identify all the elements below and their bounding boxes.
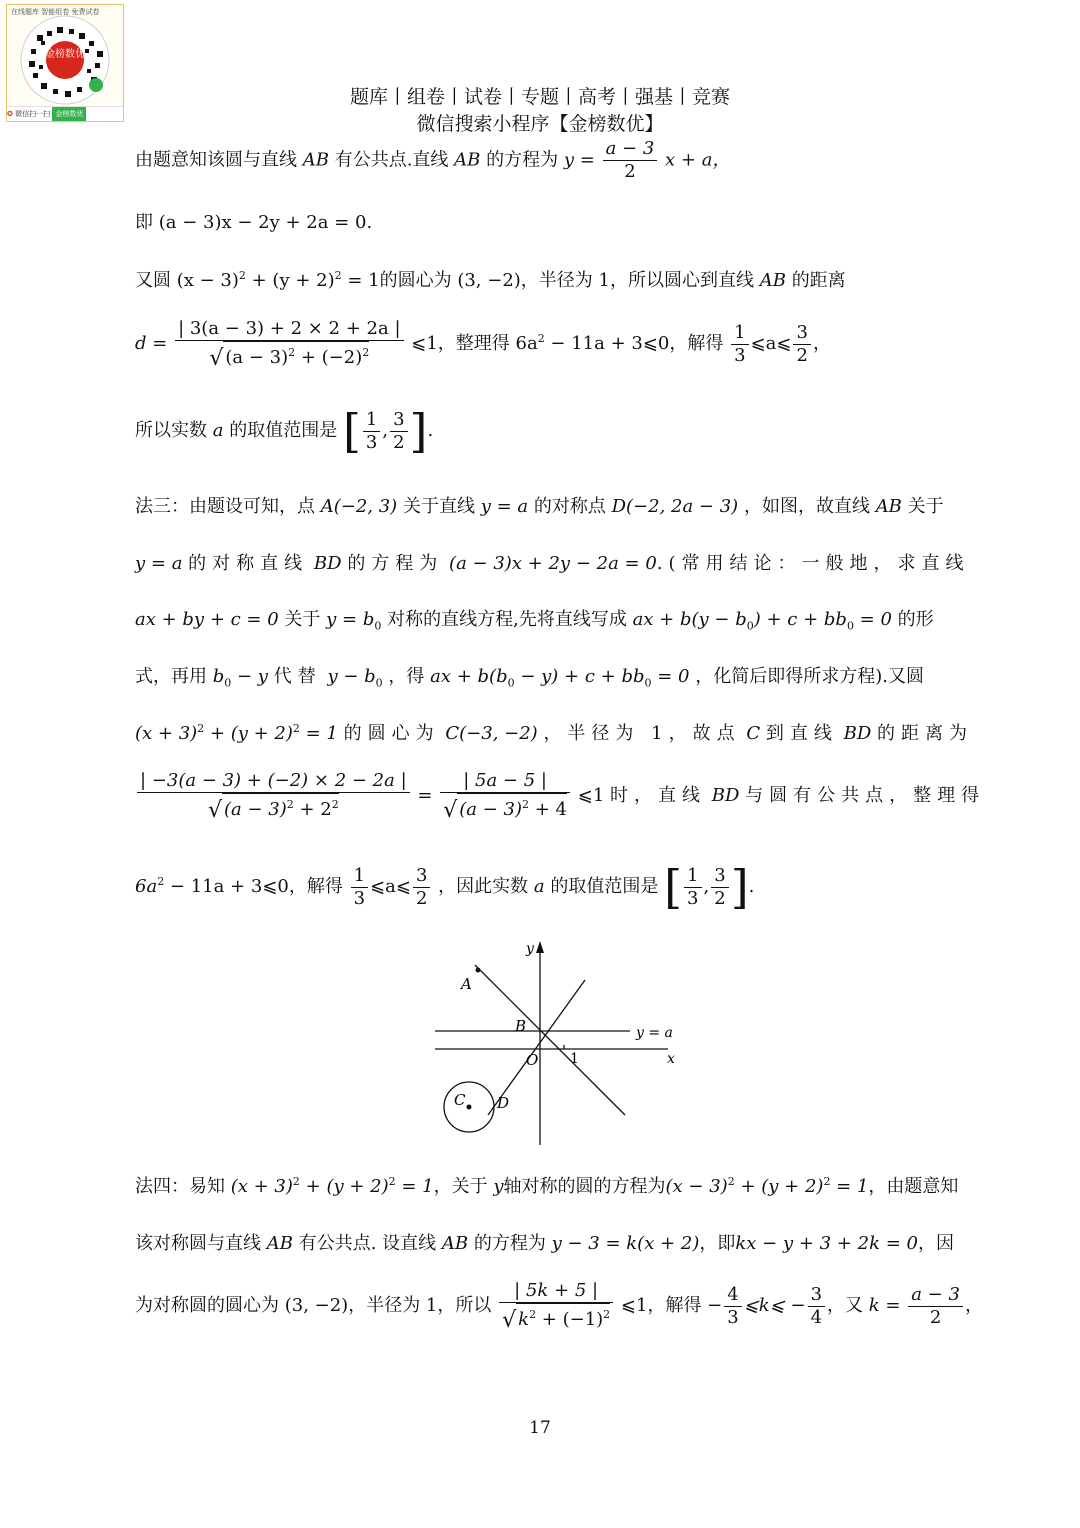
- fraction-denominator: [440, 793, 570, 822]
- fraction: [684, 865, 701, 910]
- text: 的方程为: [473, 1233, 546, 1254]
- line-AB: [475, 965, 625, 1115]
- text: 的取值范围是: [550, 876, 659, 897]
- line-7: [135, 549, 970, 575]
- text: 的距离为: [877, 723, 974, 744]
- math: + (y + 2): [204, 723, 293, 744]
- label-A: A: [461, 975, 472, 993]
- math: (a − 3): [223, 799, 287, 820]
- math: (x + 3): [230, 1176, 293, 1197]
- text: 有公共点. 设直线: [298, 1233, 437, 1254]
- left-bracket: [: [342, 404, 361, 458]
- math: D(−2, 2a − 3): [611, 496, 739, 517]
- math: y = a: [480, 496, 529, 517]
- math: ax + b(y − b: [632, 609, 747, 630]
- text: 法四：易知: [135, 1176, 225, 1197]
- math: + (y + 2): [734, 1176, 824, 1197]
- fraction: [351, 865, 368, 910]
- math: AB: [302, 149, 329, 171]
- text: ，又: [827, 1295, 864, 1316]
- math: 又圆 (x − 3): [135, 270, 239, 291]
- right-bracket: ]: [730, 860, 749, 914]
- text: .: [427, 420, 434, 441]
- math: − y) + c + bb: [514, 666, 645, 687]
- math: ⩽1，整理得 6a: [411, 333, 538, 354]
- math: y =: [563, 149, 595, 171]
- math: (x − 3): [665, 1176, 728, 1197]
- math: + (−2): [295, 347, 363, 368]
- text: = 1的圆心为 (3, −2)，半径为 1，所以圆心到直线: [341, 270, 754, 291]
- fraction-numerator: 1: [731, 322, 748, 345]
- line-13: [135, 1172, 959, 1198]
- text: 所以实数: [135, 420, 207, 441]
- line-11: [135, 770, 986, 823]
- line-9: [135, 662, 950, 690]
- text: 关于: [284, 609, 321, 630]
- text: 的对称直线: [188, 553, 309, 574]
- exponent: 2: [603, 1308, 611, 1321]
- text: ，化简后即得所求方程).又圆: [695, 666, 924, 687]
- math: + (−1): [536, 1309, 604, 1330]
- fraction-denominator: 2: [929, 1306, 942, 1328]
- header-subtitle: 微信搜索小程序【金榜数优】: [416, 113, 664, 135]
- fraction: [808, 1284, 825, 1329]
- fraction: [908, 1284, 963, 1329]
- equation: 即 (a − 3)x − 2y + 2a = 0.: [135, 212, 373, 233]
- fraction-denominator: 3: [365, 431, 378, 453]
- subscript: 0: [375, 676, 383, 690]
- exponent: 2: [292, 1175, 300, 1188]
- math: AB: [454, 149, 481, 171]
- fraction-denominator: 4: [810, 1306, 823, 1328]
- math: =: [417, 785, 433, 806]
- exponent: 2: [522, 798, 530, 811]
- fraction-numerator: 3: [413, 865, 430, 888]
- line-5: 所以实数 a 的取值范围是 [ $\frac{1}{3}$ , $\frac{3}{2}$ ].: [135, 404, 434, 458]
- text: 为对称圆的圆心为 (3, −2)，半径为 1，所以: [135, 1295, 492, 1316]
- fraction-numerator: 3: [711, 865, 728, 888]
- exponent: 2: [727, 1175, 735, 1188]
- line-12: $6a^2 - 11a$ + 3⩽0，解得 $\frac{1}{3}$ ⩽a⩽ $\frac{3}{2}$ ，因此实数 a 的取值范围是 [ $\frac{1}{3}$ , $\frac{3}{2}$ ].: [135, 860, 755, 914]
- math: ⩽k⩽ −: [743, 1295, 806, 1316]
- math: + (y + 2): [245, 270, 335, 291]
- line-14: [135, 1229, 954, 1255]
- math: y − b: [327, 666, 376, 687]
- math: C(−3, −2): [445, 723, 538, 744]
- math: y: [493, 1176, 504, 1197]
- label-one: 1: [570, 1051, 579, 1067]
- math: A(−2, 3): [320, 496, 398, 517]
- exponent: 2: [823, 1175, 831, 1188]
- math: kx − y + 3 + 2k = 0: [735, 1233, 918, 1254]
- math: AB: [441, 1233, 469, 1254]
- right-bracket: ]: [409, 404, 428, 458]
- math: AB: [759, 270, 786, 291]
- page-number: 17: [529, 1418, 551, 1438]
- exponent: 2: [238, 269, 246, 282]
- math: = 1: [395, 1176, 434, 1197]
- fraction-denominator: [137, 793, 410, 822]
- math: BD: [313, 553, 342, 574]
- text: .(常用结论：一般地，求直线: [656, 553, 970, 574]
- fraction: [413, 865, 430, 910]
- math: y = a: [135, 553, 183, 574]
- radical-icon: √: [209, 346, 224, 371]
- label-B: B: [515, 1017, 527, 1035]
- fraction-numerator: 1: [351, 865, 368, 888]
- fraction: [363, 409, 380, 454]
- fraction-denominator: [499, 1303, 613, 1332]
- math: − y: [231, 666, 268, 687]
- label-y-equals-a: y = a: [636, 1025, 673, 1041]
- line-2: [135, 208, 950, 234]
- text: ，因此实数: [438, 876, 529, 897]
- fraction-numerator: 3: [793, 322, 810, 345]
- math: ) + c + bb: [753, 609, 847, 630]
- label-y: y: [526, 941, 534, 957]
- math: (a − 3): [225, 347, 289, 368]
- fraction-numerator: | 5k + 5 |: [499, 1280, 613, 1303]
- text: 的距离: [791, 270, 846, 291]
- text: − 11a + 3⩽0，解得: [164, 876, 343, 897]
- fraction: [731, 322, 748, 367]
- qr-banner-right: 金榜数优: [52, 107, 86, 121]
- label-D: D: [497, 1094, 510, 1112]
- fraction-numerator: a − 3: [908, 1284, 963, 1307]
- qr-arc-text: 在线题库 智能组卷 免费试卷: [11, 8, 100, 16]
- text: ，得: [388, 666, 425, 687]
- exponent: 2: [388, 1175, 396, 1188]
- fraction-denominator: 3: [353, 887, 366, 909]
- qr-banner-left: 微信扫一扫: [15, 110, 51, 118]
- fraction: [724, 1284, 741, 1329]
- text: 对称的直线方程,先将直线写成: [387, 609, 627, 630]
- text: ，如图，故直线: [743, 496, 870, 517]
- fraction-denominator: 3: [727, 1306, 739, 1328]
- exponent: 2: [292, 722, 300, 735]
- text: 式，再用: [135, 666, 207, 687]
- subscript: 0: [644, 676, 652, 690]
- fraction-numerator: 3: [390, 409, 407, 432]
- point-C: [467, 1105, 472, 1110]
- math: d =: [135, 333, 168, 354]
- text: ，关于: [433, 1176, 488, 1197]
- label-x: x: [667, 1051, 675, 1067]
- math: ⩽1: [577, 785, 605, 806]
- math: BD: [711, 785, 740, 806]
- fraction-numerator: a − 3: [603, 138, 658, 161]
- math: a: [212, 420, 224, 441]
- fraction-numerator: 3: [808, 1284, 825, 1307]
- math: b: [212, 666, 225, 687]
- text: 代替: [273, 666, 322, 687]
- text: 法三：由题设可知，点: [135, 496, 315, 517]
- fraction-denominator: 2: [624, 161, 636, 182]
- text: 时，直线: [610, 785, 707, 806]
- subscript: 0: [507, 676, 515, 690]
- exponent: 2: [334, 269, 342, 282]
- math: BD: [843, 723, 872, 744]
- text: 的对称点: [533, 496, 606, 517]
- math: (a − 3): [459, 799, 523, 820]
- text: 有公共点.直线: [334, 149, 449, 171]
- math: + 4: [529, 799, 567, 820]
- math: AB: [266, 1233, 293, 1254]
- fraction-numerator: 1: [363, 409, 380, 432]
- fraction: [390, 409, 407, 454]
- text: ，: [964, 1295, 983, 1316]
- text: 由题意知该圆与直线: [135, 149, 297, 171]
- text: 关于: [907, 496, 944, 517]
- text: ，因: [917, 1233, 954, 1254]
- text: 的取值范围是: [229, 420, 338, 441]
- exponent: 2: [286, 798, 294, 811]
- text: ，: [812, 333, 831, 354]
- line-15: [135, 1280, 983, 1333]
- exponent: 2: [537, 332, 545, 345]
- fraction-numerator: | 3(a − 3) + 2 × 2 + 2a |: [175, 318, 403, 341]
- subscript: 0: [846, 619, 854, 633]
- text: 的方程为: [486, 149, 559, 171]
- line-6: [135, 492, 950, 518]
- fraction-denominator: [175, 341, 403, 370]
- text: 到直线: [765, 723, 838, 744]
- text: .: [748, 876, 755, 897]
- math: y − 3 = k(x + 2): [551, 1233, 700, 1254]
- subscript: 0: [224, 676, 232, 690]
- fraction-denominator: 3: [734, 344, 746, 366]
- line-3: [135, 266, 950, 292]
- fraction: [793, 322, 810, 367]
- fraction: [499, 1280, 613, 1332]
- fraction-denominator: 2: [714, 887, 726, 909]
- fraction-numerator: | −3(a − 3) + (−2) × 2 − 2a |: [137, 770, 410, 793]
- text: 轴对称的圆的方程为: [503, 1176, 666, 1197]
- fraction: [137, 770, 410, 822]
- math: = 0: [853, 609, 892, 630]
- exponent: 2: [197, 722, 205, 735]
- fraction: [603, 138, 658, 183]
- fraction: [440, 770, 570, 822]
- star-icon: ✪: [7, 110, 13, 118]
- text: ，半径为 1，故点: [543, 723, 741, 744]
- math: = 1: [299, 723, 338, 744]
- fraction-denominator: 3: [687, 887, 699, 909]
- label-C: C: [454, 1091, 466, 1109]
- line-8: [135, 605, 950, 633]
- line-4: [135, 318, 950, 370]
- exponent: 2: [331, 798, 339, 811]
- math: (x + 3): [135, 723, 198, 744]
- line-10: [135, 719, 974, 745]
- math: + 2: [293, 799, 332, 820]
- math: x + a，: [665, 149, 731, 171]
- subscript: 0: [374, 619, 382, 633]
- distance-fraction: [175, 318, 403, 370]
- label-O: O: [526, 1051, 539, 1069]
- qr-center-text-top: 金榜数优: [45, 49, 85, 60]
- text: ，即: [699, 1233, 736, 1254]
- line-1: [135, 138, 950, 183]
- text: 与圆有公共点，整理得: [745, 785, 986, 806]
- math: k =: [868, 1295, 901, 1316]
- math: ⩽a⩽: [750, 333, 792, 354]
- subscript: 0: [746, 619, 754, 633]
- math: k: [518, 1309, 530, 1330]
- text: ，由题意知: [868, 1176, 959, 1197]
- text: ⩽1，解得 −: [620, 1295, 723, 1316]
- fraction-numerator: 1: [684, 865, 701, 888]
- math: ax + by + c = 0: [135, 609, 279, 630]
- header-nav: 题库丨组卷丨试卷丨专题丨高考丨强基丨竞赛: [349, 86, 730, 108]
- radical-icon: √: [502, 1308, 517, 1333]
- math: y = b: [326, 609, 375, 630]
- fraction: [711, 865, 728, 910]
- y-axis-arrow-icon: [536, 941, 544, 953]
- text: 的方程为: [347, 553, 444, 574]
- fraction-numerator: 4: [724, 1284, 741, 1307]
- math: 6a: [135, 876, 158, 897]
- math: ⩽a⩽: [370, 876, 411, 897]
- fraction-denominator: 2: [415, 887, 428, 909]
- exponent: 2: [157, 875, 165, 888]
- exponent: 2: [362, 346, 370, 359]
- radical-icon: √: [443, 798, 458, 823]
- fraction-denominator: 2: [796, 344, 808, 366]
- text: 该对称圆与直线: [135, 1233, 261, 1254]
- point-A: [476, 968, 481, 973]
- geometry-figure: [430, 935, 690, 1155]
- math: + (y + 2): [299, 1176, 389, 1197]
- math: a: [533, 876, 545, 897]
- radical-icon: √: [207, 798, 222, 823]
- math: (a − 3)x + 2y − 2a = 0: [449, 553, 657, 574]
- text: 关于直线: [402, 496, 475, 517]
- math: = 0: [651, 666, 690, 687]
- exponent: 2: [288, 346, 296, 359]
- fraction-denominator: 2: [393, 431, 405, 453]
- math: = 1: [830, 1176, 869, 1197]
- left-bracket: [: [664, 860, 683, 914]
- exponent: 2: [529, 1308, 537, 1321]
- text: 的形: [897, 609, 934, 630]
- text: − 11a + 3⩽0，解得: [544, 333, 724, 354]
- fraction-numerator: | 5a − 5 |: [440, 770, 570, 793]
- math: C: [746, 723, 761, 744]
- math: AB: [875, 496, 902, 517]
- text: 的圆心为: [343, 723, 440, 744]
- math: ax + b(b: [430, 666, 508, 687]
